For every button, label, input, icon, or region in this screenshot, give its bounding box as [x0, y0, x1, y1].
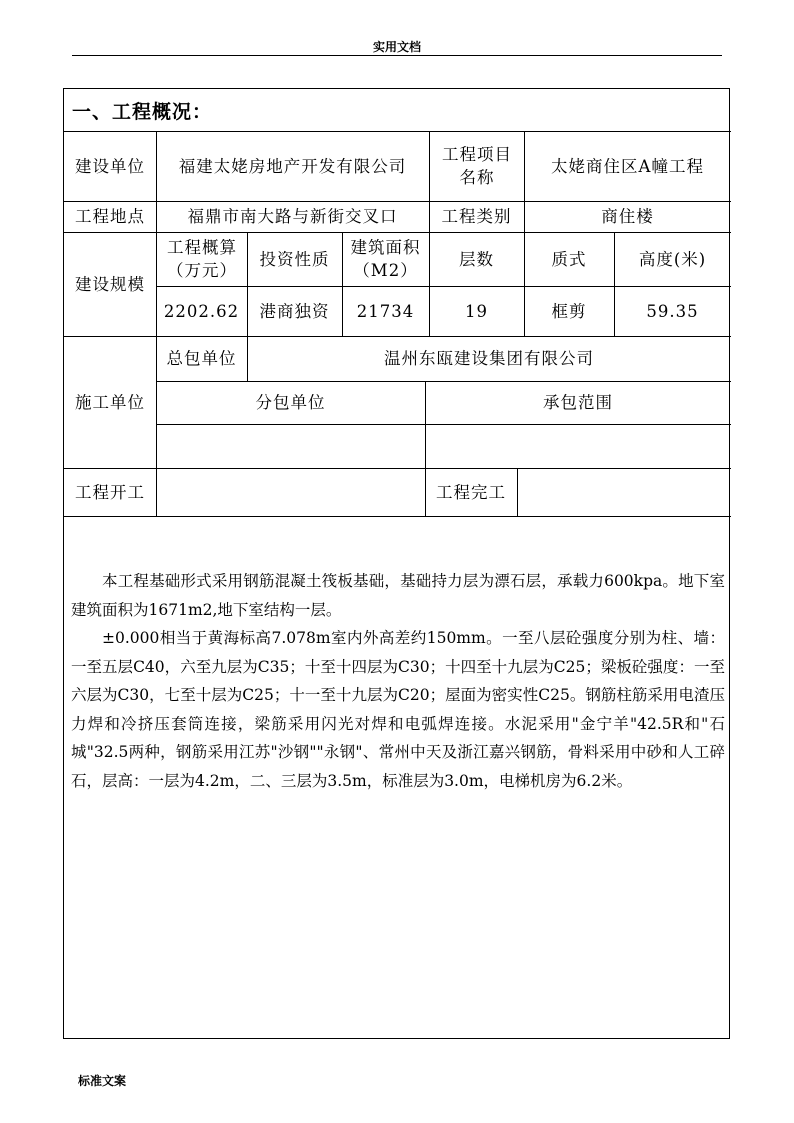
budget-label: 工程概算（万元） — [167, 238, 237, 280]
completion-date-label: 工程完工 — [436, 482, 506, 502]
rule — [64, 516, 731, 517]
header-rule — [72, 55, 722, 56]
completion-date-value — [517, 468, 731, 516]
subcontractor-value — [156, 424, 425, 468]
general-contractor-label: 总包单位 — [166, 349, 237, 368]
investment-type-value: 港商独资 — [259, 301, 330, 321]
construction-scale-label: 建设规模 — [75, 274, 145, 294]
floors-value: 19 — [465, 301, 488, 321]
project-location-label: 工程地点 — [75, 207, 145, 226]
structure-value: 框剪 — [551, 301, 587, 321]
construction-unit-value: 福建太姥房地产开发有限公司 — [178, 156, 407, 176]
project-location-value: 福鼎市南大路与新街交叉口 — [187, 207, 398, 226]
project-name-value: 太姥商住区A幢工程 — [551, 156, 704, 176]
page-header: 实用文档 — [372, 40, 421, 54]
page-footer: 标准文案 — [78, 1074, 127, 1088]
general-contractor-value: 温州东瓯建设集团有限公司 — [384, 349, 594, 368]
section-title: 一、工程概况： — [72, 101, 213, 123]
construction-unit-label: 建设单位 — [75, 156, 145, 176]
structure-label: 质式 — [551, 249, 587, 269]
start-date-label: 工程开工 — [75, 482, 145, 502]
project-description — [71, 567, 725, 795]
project-category-value: 商住楼 — [601, 207, 654, 226]
investment-type-label: 投资性质 — [259, 249, 330, 269]
floor-area-value: 21734 — [356, 301, 415, 321]
height-value: 59.35 — [646, 301, 699, 321]
contract-scope-value — [425, 424, 731, 468]
floor-area-label: 建筑面积（M2） — [350, 238, 421, 280]
height-label: 高度(米) — [638, 249, 707, 269]
project-category-label: 工程类别 — [441, 207, 512, 226]
subcontractor-label: 分包单位 — [255, 393, 326, 412]
contractor-label: 施工单位 — [75, 392, 145, 412]
description-paragraph-2: ±0.000相当于黄海标高7.078m室内外高差约150mm。一至八层砼强度分别为柱、墙：一至五层C40，六至九层为C35；十至十四层为C30；十四至十九层为C25；梁板砼强度：一至六层为C30，七至十层为C25；十一至十九层为C20；屋面为密实性C25。钢筋柱筋采用电渣压力焊和冷挤压套筒连接，梁筋采用闪光对焊和电弧焊连接。水泥采用"金宁羊"42.5R和"石城"32.5两种，钢筋采用江苏"沙钢""永钢"、常州中天及浙江嘉兴钢筋，骨料采用中砂和人工碎石，层高：一层为4.2m，二、三层为3.5m，标准层为3.0m，电梯机房为6.2米。 — [71, 629, 725, 790]
project-name-label: 工程项目名称 — [442, 145, 512, 187]
project-overview-form — [63, 88, 730, 1039]
budget-value: 2202.62 — [163, 301, 240, 321]
start-date-value — [156, 468, 425, 516]
floors-label: 层数 — [459, 249, 494, 269]
contract-scope-label: 承包范围 — [543, 393, 613, 412]
description-paragraph-1: 本工程基础形式采用钢筋混凝土筏板基础，基础持力层为漂石层，承载力600kpa。地下室建筑面积为1671m2,地下室结构一层。 — [71, 572, 725, 619]
